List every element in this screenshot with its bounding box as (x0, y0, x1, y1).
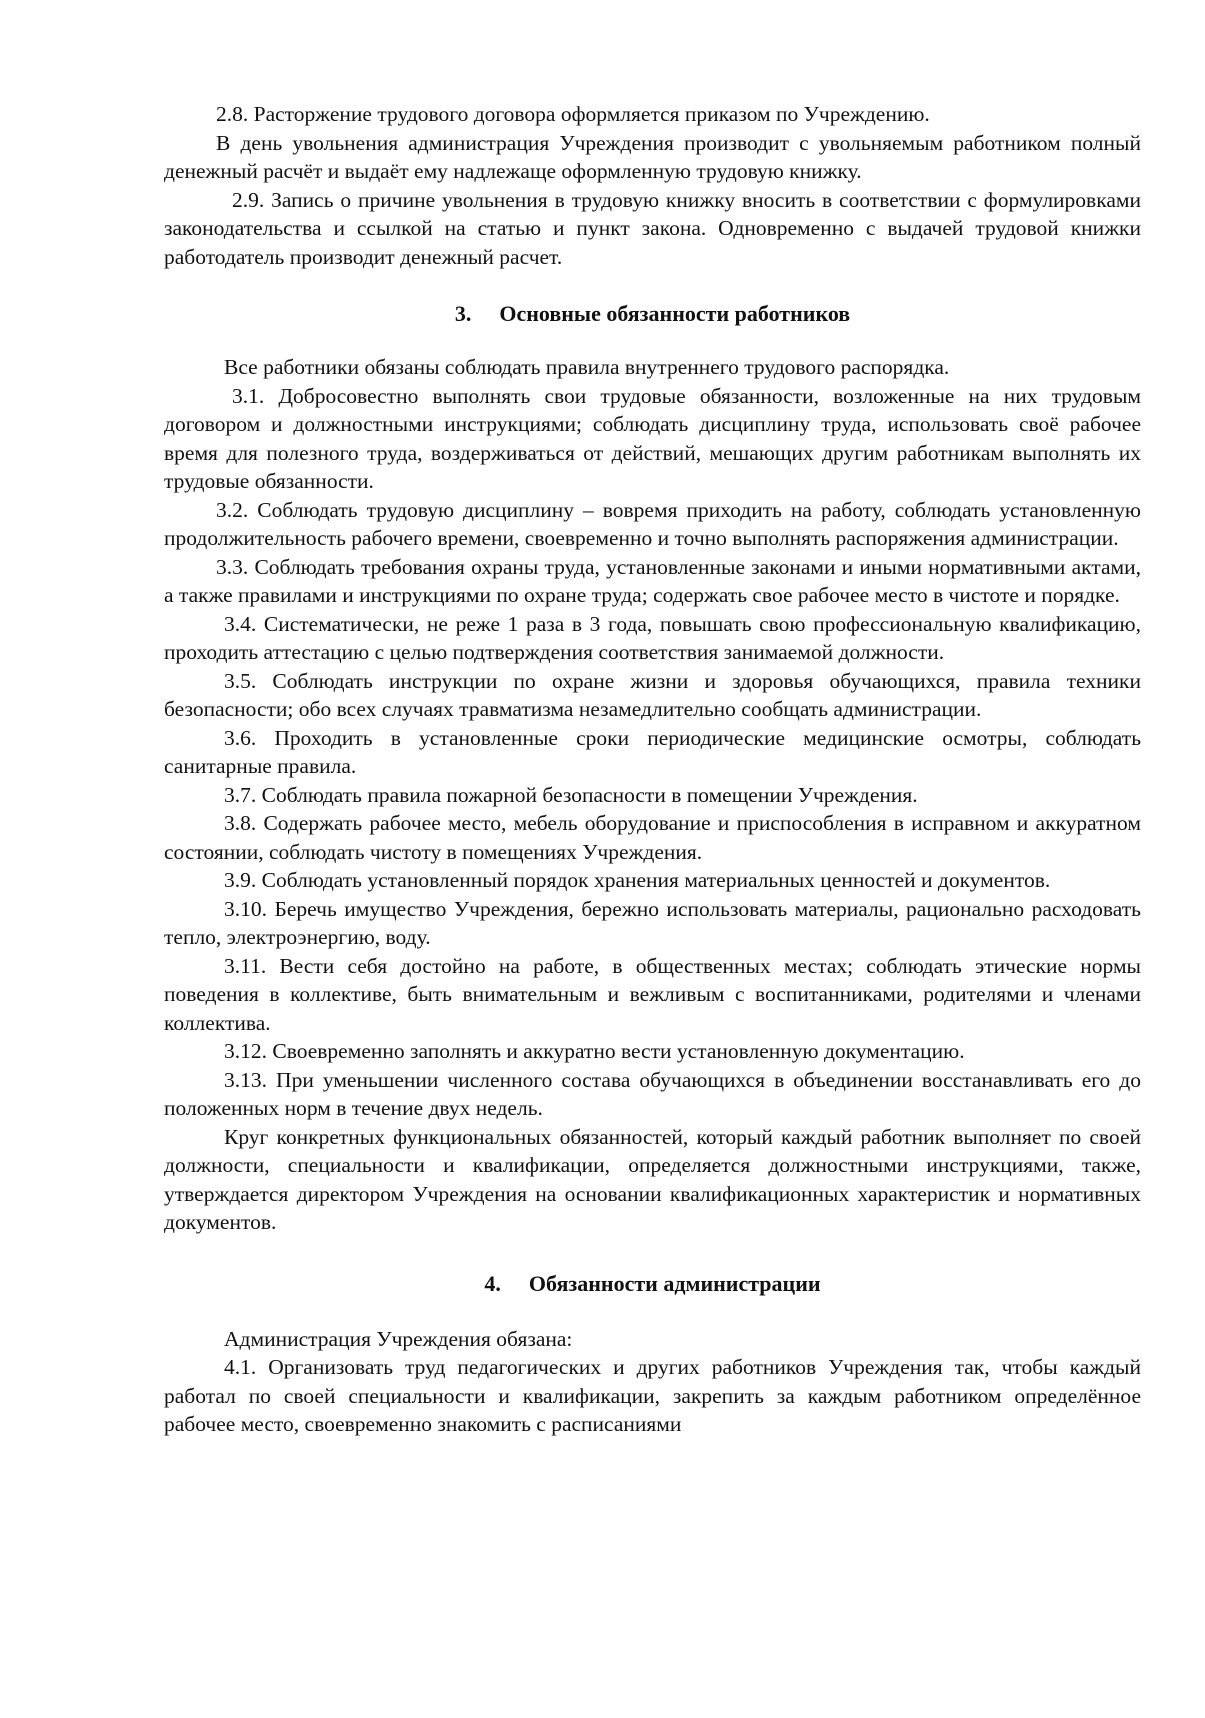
section-3-title: Основные обязанности работников (499, 301, 851, 326)
item-3-10: 3.10. Беречь имущество Учреждения, бережно использовать материалы, рационально расходовать тепло, электроэнергию, воду. (164, 896, 1141, 949)
section-4-number: 4. (484, 1270, 501, 1296)
section-4-heading (164, 1271, 1141, 1297)
item-3-8: 3.8. Содержать рабочее место, мебель оборудование и приспособления в исправном и аккуратном состоянии, соблюдать чистоту в помещениях Учреждения. (164, 811, 1141, 864)
section-3-number: 3. (454, 301, 472, 326)
item-3-7: 3.7. Соблюдать правила пожарной безопасности в помещении Учреждения. (224, 782, 918, 807)
paragraph-2-8-dismissal-day: В день увольнения администрация Учреждения производит с увольняемым работником полный денежный расчёт и выдаёт ему надлежаще оформленную трудовую книжку. (164, 130, 1141, 183)
section-3-body (164, 353, 1141, 1237)
item-4-1: 4.1. Организовать труд педагогических и других работников Учреждения так, чтобы каждый работал по своей специальности и квалификации, закрепить за каждым работником определённое рабочее место, своевременно знакомить с расписаниями (164, 1355, 1141, 1436)
section-4-intro: Администрация Учреждения обязана: (224, 1326, 573, 1351)
item-3-5: 3.5. Соблюдать инструкции по охране жизни и здоровья обучающихся, правила техники безопасности; обо всех случаях травматизма незамедлительно сообщать администрации. (164, 668, 1141, 721)
item-3-4: 3.4. Систематически, не реже 1 раза в 3 года, повышать свою профессиональную квалификацию, проходить аттестацию с целью подтверждения соответствия занимаемой должности. (164, 611, 1141, 664)
paragraph-2-9: 2.9. Запись о причине увольнения в трудовую книжку вносить в соответствии с формулировками законодательства и ссылкой на статью и пункт закона. Одновременно с выдачей трудовой книжки работодатель производит денежный расчет. (164, 187, 1141, 269)
item-3-1: 3.1. Добросовестно выполнять свои трудовые обязанности, возложенные на них трудовым договором и должностными инструкциями; соблюдать дисциплину труда, использовать своё рабочее время для полезного труда, воздерживаться от действий, мешающих другим работникам выполнять их трудовые обязанности. (164, 383, 1141, 493)
item-3-9: 3.9. Соблюдать установленный порядок хранения материальных ценностей и документов. (224, 868, 1051, 892)
item-3-11: 3.11. Вести себя достойно на работе, в общественных местах; соблюдать этические нормы поведения в коллективе, быть внимательным и вежливым с воспитанниками, родителями и членами коллектива. (164, 953, 1141, 1035)
section-3-closing: Круг конкретных функциональных обязанностей, который каждый работник выполняет по своей должности, специальности и квалификации, определяется должностными инструкциями, также, утверждается директором Учреждения на основании квалификационных характеристик и нормативных документов. (164, 1124, 1141, 1234)
section-3-heading (164, 301, 1141, 327)
section-3-intro: Все работники обязаны соблюдать правила внутреннего трудового распорядка. (224, 355, 950, 379)
section-2-continuation (164, 100, 1141, 271)
section-4-body (164, 1325, 1141, 1439)
item-3-2: 3.2. Соблюдать трудовую дисциплину – вовремя приходить на работу, соблюдать установленную продолжительность рабочего времени, своевременно и точно выполнять распоряжения администрации. (164, 497, 1141, 550)
item-3-6: 3.6. Проходить в установленные сроки периодические медицинские осмотры, соблюдать санитарные правила. (164, 725, 1141, 778)
item-3-12: 3.12. Своевременно заполнять и аккуратно вести установленную документацию. (224, 1039, 965, 1063)
paragraph-2-8: 2.8. Расторжение трудового договора оформляется приказом по Учреждению. (216, 102, 930, 126)
item-3-13: 3.13. При уменьшении численного состава обучающихся в объединении восстанавливать его до положенных норм в течение двух недель. (164, 1067, 1141, 1120)
section-4-title: Обязанности администрации (528, 1270, 821, 1296)
item-3-3: 3.3. Соблюдать требования охраны труда, установленные законами и иными нормативными актами, а также правилами и инструкциями по охране труда; содержать свое рабочее место в чистоте и порядке. (164, 554, 1141, 607)
